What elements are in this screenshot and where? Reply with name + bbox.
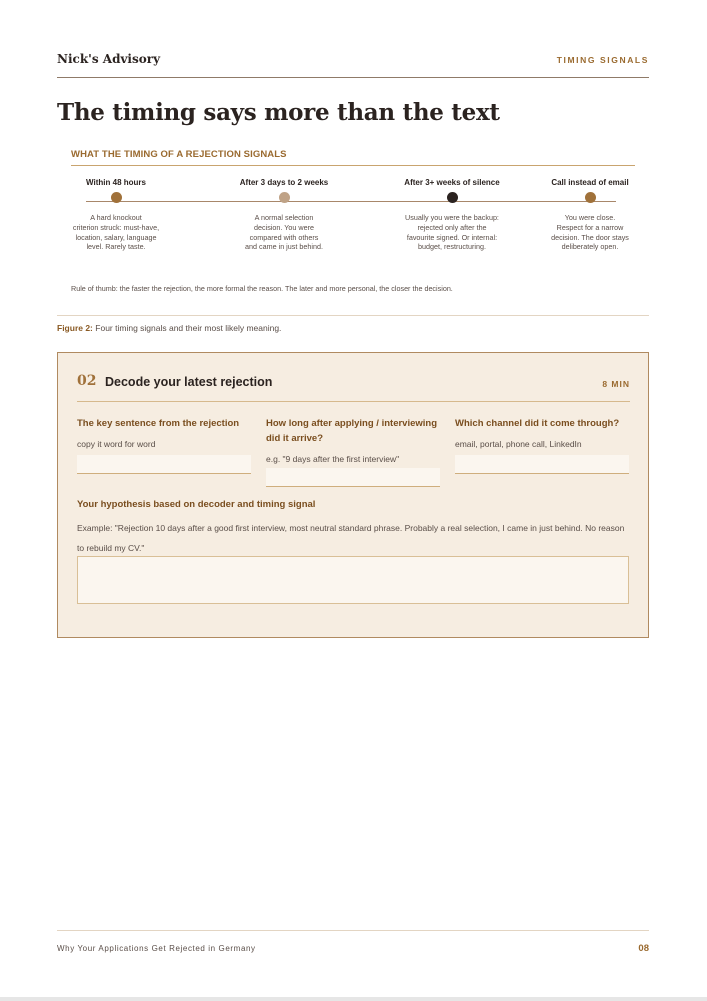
page-number: 08 [638,943,649,954]
key-sentence-input[interactable] [77,455,251,474]
stage-description-line: You were close. [564,213,616,222]
field-label: The key sentence from the rejection [77,418,240,429]
hypothesis-label: Your hypothesis based on decoder and timing signal [77,499,316,510]
stage-description [224,213,344,252]
stage-description [56,213,176,252]
key-sentence-field [77,416,253,474]
stage-description-line: budget, restructuring. [418,242,486,252]
stage-description-line: location, salary, language [75,232,157,242]
arrival-time-input[interactable] [266,468,440,487]
stage-marker [585,192,596,203]
section-tag: TIMING SIGNALS [556,55,649,65]
stage-description-line: decision. The door stays [551,232,629,242]
stage-description-line: favourite signed. Or internal: [406,232,498,242]
stage-marker [111,192,122,203]
stage-description-line: rejected only after the [417,222,487,232]
page-title: The timing says more than the text [57,99,500,126]
timeline-line [86,201,616,202]
caption-text: Four timing signals and their most likely meaning. [95,323,282,333]
brand-name: Nick's Advisory [57,52,161,66]
stage-description-line: A hard knockout [90,213,142,222]
field-label: How long after applying / interviewing did it arrive? [266,418,438,444]
figure-bottom-divider [57,315,649,316]
stage-title: After 3+ weeks of silence [404,178,500,187]
stage-description-line: level. Rarely taste. [86,242,146,252]
hypothesis-textarea[interactable] [77,556,629,604]
header-divider [57,77,649,78]
stage-title: Within 48 hours [86,178,146,187]
stage-description-line: and came in just behind. [245,242,323,252]
stage-description-line: criterion struck: must-have, [72,222,160,232]
caption-label: Figure 2: [57,323,93,333]
stage-title: Call instead of email [551,178,629,187]
stage-description [392,213,512,252]
exercise-box [57,352,649,638]
stage-description-line: compared with others [249,232,319,242]
stage-description-line: A normal selection [254,213,314,222]
field-hint: copy it word for word [77,439,156,449]
stage-marker [447,192,458,203]
stage-description-line: Respect for a narrow [556,222,624,232]
exercise-number: 02 [77,373,97,389]
stage-description [530,213,650,252]
field-label: Which channel did it come through? [455,418,620,429]
channel-input[interactable] [455,455,629,474]
figure-heading: WHAT THE TIMING OF A REJECTION SIGNALS [71,149,287,160]
footer-divider [57,930,649,931]
rule-of-thumb: Rule of thumb: the faster the rejection, the more formal the reason. The later and more personal, the closer the decision. [71,284,453,293]
stage-description-line: Usually you were the backup: [405,213,499,222]
hypothesis-example: Example: "Rejection 10 days after a good first interview, most neutral standard phrase. Probably a real selection, I came in just behind. No reason to rebuild my CV." [77,523,625,553]
viewer-bottom-edge [0,997,707,1001]
field-hint: e.g. "9 days after the first interview" [266,454,400,464]
footer-title: Why Your Applications Get Rejected in Germany [57,944,256,953]
stage-title: After 3 days to 2 weeks [239,178,329,187]
figure-caption [57,323,281,333]
figure-heading-divider [71,165,635,166]
field-hint: email, portal, phone call, LinkedIn [455,439,582,449]
exercise-duration: 8 MIN [602,379,630,389]
stage-description-line: decision. You were [254,222,314,232]
stage-marker [279,192,290,203]
exercise-divider [77,401,630,402]
exercise-title: Decode your latest rejection [105,375,273,389]
stage-description-line: deliberately open. [561,242,619,252]
arrival-time-field [266,416,442,487]
channel-field [455,416,631,474]
